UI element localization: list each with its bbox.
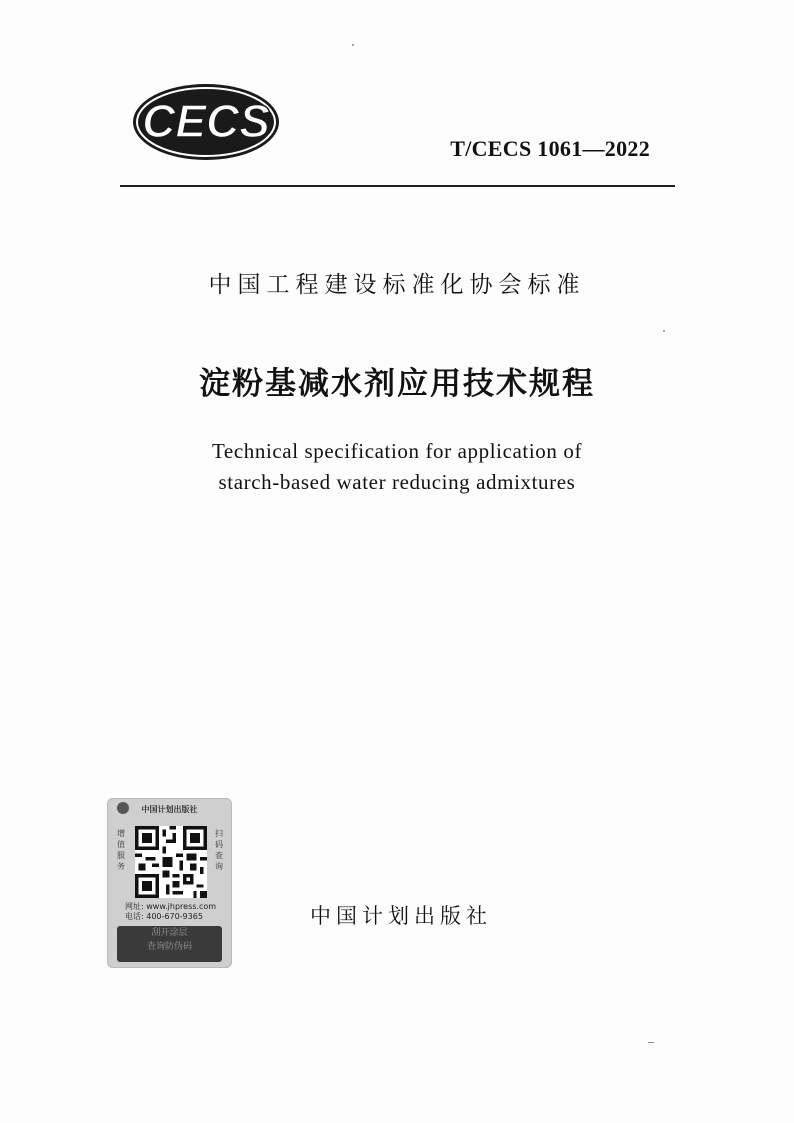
anti-counterfeit-label[interactable] <box>107 798 232 968</box>
publisher-name: 中国计划出版社 <box>310 904 492 928</box>
title-english-line-2: starch-based water reducing admixtures <box>218 470 576 494</box>
scan-speck <box>648 1042 654 1043</box>
scratch-off-area[interactable] <box>117 926 222 962</box>
label-phone: 电话: 400-670-9365 <box>125 912 203 921</box>
scratch-line-1: 刮开涂层 <box>151 928 188 938</box>
title-chinese: 淀粉基减水剂应用技术规程 <box>199 366 595 402</box>
label-website[interactable]: 网址: www.jhpress.com <box>125 902 217 911</box>
label-contact <box>125 902 230 922</box>
label-publisher-name: 中国计划出版社 <box>141 805 198 814</box>
header-divider <box>120 185 675 187</box>
scratch-line-2: 查询防伪码 <box>146 942 192 952</box>
standard-number: T/CECS 1061—2022 <box>450 136 650 161</box>
label-right-text: 扫 码 查 询 <box>215 829 223 871</box>
association-line: 中国工程建设标准化协会标准 <box>208 272 586 298</box>
cecs-logo <box>130 82 282 162</box>
qr-code-icon[interactable] <box>135 826 207 898</box>
scan-speck <box>352 44 354 46</box>
label-left-text: 增 值 服 务 <box>117 829 125 871</box>
scan-speck <box>663 330 665 332</box>
title-english <box>0 436 794 498</box>
title-english-line-1: Technical specification for application of <box>211 439 583 463</box>
svg-text:CECS: CECS <box>142 95 270 147</box>
